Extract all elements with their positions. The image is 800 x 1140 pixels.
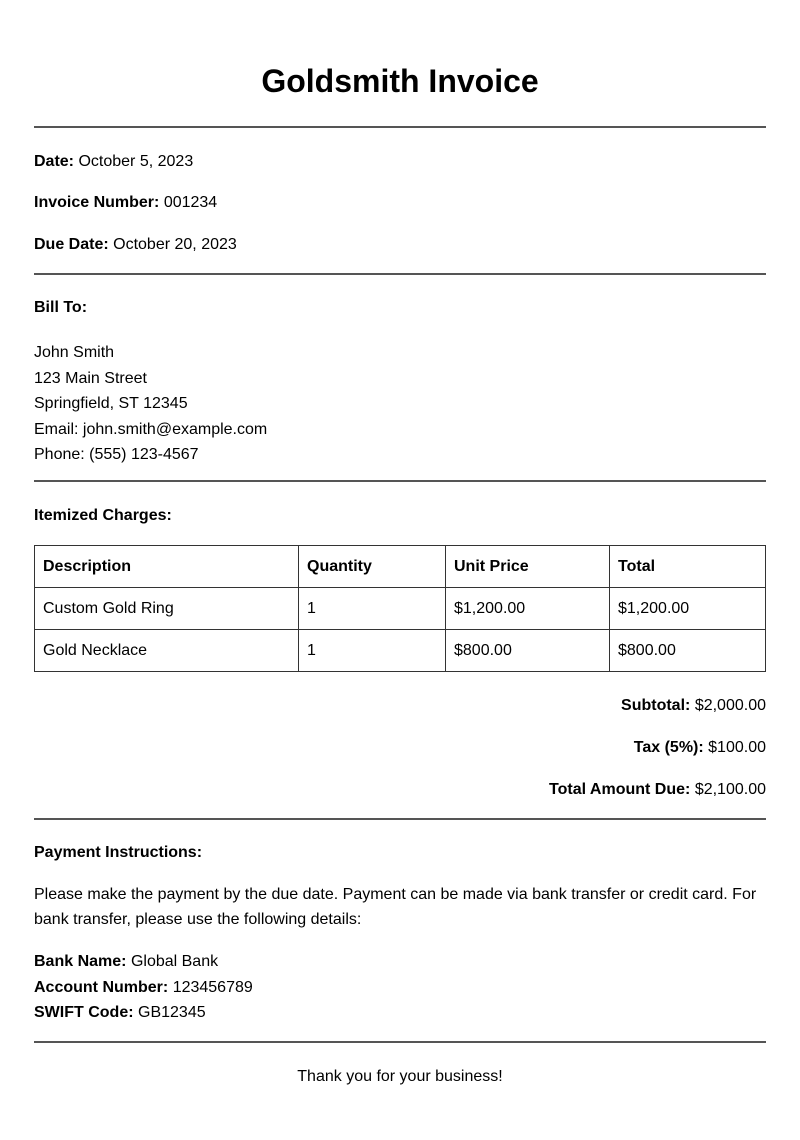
subtotal-label: Subtotal: [621, 697, 691, 714]
bill-to-heading-text: Bill To: [34, 299, 88, 316]
column-header-total: Total [610, 546, 766, 588]
swift-code [34, 1000, 253, 1026]
cell-quantity: 1 [299, 588, 446, 630]
total-amount-due [549, 780, 766, 800]
tax [634, 738, 766, 758]
cell-unit-price: $1,200.00 [446, 588, 610, 630]
invoice-number-label: Invoice Number: [34, 194, 160, 211]
footer-thanks: Thank you for your business! [297, 1068, 503, 1085]
table-row [35, 588, 766, 630]
bank-details [34, 949, 253, 1026]
table-row [35, 630, 766, 672]
invoice-number-value: 001234 [163, 194, 218, 211]
divider [34, 273, 766, 275]
divider [34, 480, 766, 482]
divider [34, 818, 766, 820]
customer-name: John Smith [34, 344, 115, 361]
account-number [34, 975, 253, 1001]
subtotal-value: $2,000.00 [694, 697, 766, 714]
total-label: Total Amount Due: [549, 781, 691, 798]
cell-description: Custom Gold Ring [35, 588, 299, 630]
due-date [34, 235, 237, 255]
cell-quantity: 1 [299, 630, 446, 672]
column-header-unit-price: Unit Price [446, 546, 610, 588]
cell-total: $1,200.00 [610, 588, 766, 630]
account-number-label: Account Number: [34, 978, 169, 996]
bank-name-value: Global Bank [130, 953, 219, 970]
date-value: October 5, 2023 [78, 153, 194, 170]
bank-name [34, 949, 253, 975]
customer-email: Email: john.smith@example.com [34, 420, 268, 438]
tax-value: $100.00 [708, 739, 766, 756]
cell-unit-price: $800.00 [446, 630, 610, 672]
payment-heading [34, 843, 202, 863]
table-header-row [35, 546, 766, 588]
due-date-label: Due Date: [34, 236, 109, 253]
bill-to-address [34, 340, 267, 468]
cell-total: $800.00 [610, 630, 766, 672]
charges-heading-text: Itemized Charges: [34, 507, 172, 524]
invoice-number [34, 193, 217, 213]
date-label: Date: [34, 153, 75, 170]
charges-heading [34, 506, 172, 526]
swift-code-value: GB12345 [138, 1004, 206, 1021]
payment-instructions-text: Please make the payment by the due date. Payment can be made via bank transfer or credit card. For bank transfer, please use the following details: [34, 886, 757, 928]
charges-table [34, 545, 766, 672]
page-title: Goldsmith Invoice [261, 63, 539, 99]
customer-street: 123 Main Street [34, 369, 147, 387]
bank-name-label: Bank Name: [34, 953, 127, 970]
subtotal [621, 696, 766, 716]
bill-to-heading [34, 298, 87, 318]
swift-code-label: SWIFT Code: [34, 1004, 134, 1021]
divider [34, 1041, 766, 1043]
column-header-quantity: Quantity [299, 546, 446, 588]
invoice-date [34, 152, 193, 172]
customer-city: Springfield, ST 12345 [34, 395, 188, 412]
payment-heading-text: Payment Instructions: [34, 844, 203, 861]
customer-phone: Phone: (555) 123-4567 [34, 446, 199, 463]
account-number-value: 123456789 [172, 978, 253, 996]
due-date-value: October 20, 2023 [113, 236, 237, 253]
divider [34, 126, 766, 128]
total-value: $2,100.00 [694, 781, 766, 798]
column-header-description: Description [35, 546, 299, 588]
cell-description: Gold Necklace [35, 630, 299, 672]
tax-label: Tax (5%): [633, 739, 704, 756]
